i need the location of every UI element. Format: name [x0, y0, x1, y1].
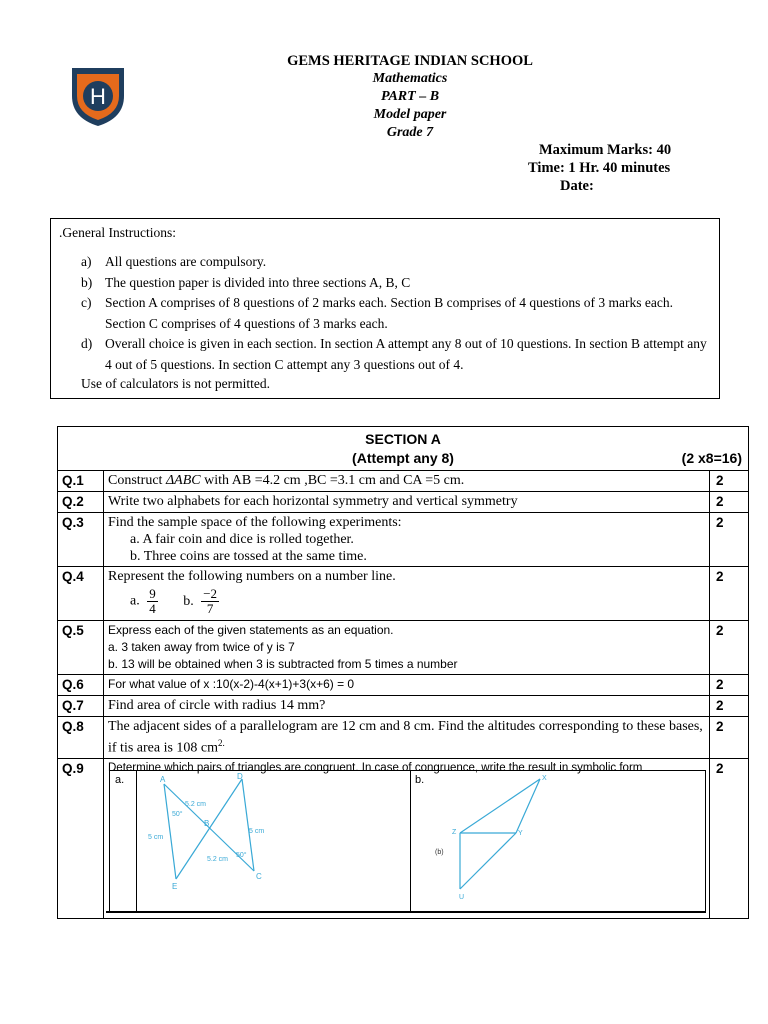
- instructions-footer: Use of calculators is not permitted.: [81, 376, 270, 391]
- svg-text:(b): (b): [435, 849, 444, 856]
- instruction-item: b) The question paper is divided into three sections A, B, C: [81, 274, 411, 290]
- figure-b: [430, 771, 580, 911]
- instructions-title: .General Instructions:: [59, 225, 176, 240]
- question-row: Q.3 Find the sample space of the following experiments: a. A fair coin and dice is rolled together. b. Three coins are tossed at the same time. 2: [58, 513, 749, 567]
- svg-text:Z: Z: [452, 829, 457, 836]
- svg-text:X: X: [542, 775, 547, 782]
- part-b-label: b.: [410, 771, 702, 911]
- section-allocation: (2 x8=16): [681, 450, 742, 466]
- instruction-item: c) Section A comprises of 8 questions of 2 marks each. Section B comprises of 4 questions of 3 marks each. Section C comprises of 4 questions of 3 marks each.: [81, 295, 674, 331]
- part: PART – B: [380, 89, 440, 104]
- school-logo: [68, 62, 128, 128]
- table-bottom-rule: [106, 911, 706, 913]
- svg-text:50°: 50°: [172, 811, 183, 818]
- figure-a: [136, 771, 411, 911]
- svg-text:5 cm: 5 cm: [148, 834, 164, 841]
- question-row: Q.9 Determine which pairs of triangles are congruent. In case of congruence, write the result in symbolic form 2: [58, 758, 749, 918]
- q9-figure-table: [109, 770, 706, 912]
- subject: Mathematics: [372, 71, 448, 86]
- svg-text:5.2 cm: 5.2 cm: [185, 801, 207, 808]
- svg-text:U: U: [459, 894, 465, 901]
- fraction-a: $\frac{9}{4}$: [149, 586, 156, 616]
- date: Date:: [560, 178, 594, 194]
- question-row: Q.2 Write two alphabets for each horizontal symmetry and vertical symmetry 2: [58, 492, 749, 513]
- svg-text:E: E: [172, 882, 178, 891]
- svg-text:5.2 cm: 5.2 cm: [207, 856, 229, 863]
- question-row: Q.5 Express each of the given statements as an equation. a. 3 taken away from twice of y is 7 b. 13 will be obtained when 3 is subtracted from 5 times a number 2: [58, 621, 749, 675]
- fraction-b: $\frac{-2}{7}$: [203, 586, 218, 616]
- svg-text:B: B: [204, 819, 210, 828]
- instruction-item: a) All questions are compulsory.: [81, 254, 267, 269]
- svg-text:A: A: [160, 775, 166, 784]
- question-row: Q.7 Find area of circle with radius 14 mm? 2: [58, 696, 749, 717]
- part-a-label: a.: [115, 774, 125, 786]
- section-subtitle: (Attempt any 8): [352, 450, 454, 466]
- svg-text:50°: 50°: [236, 852, 247, 859]
- section-header: [58, 427, 749, 471]
- svg-text:5 cm: 5 cm: [249, 828, 265, 835]
- question-row: Q.4 Represent the following numbers on a number line. a. $\frac{9}{4}$ b. $\frac{-2}{7}$ 2: [58, 567, 749, 621]
- svg-text:C: C: [256, 872, 262, 881]
- logo-letter: H: [90, 84, 106, 109]
- max-marks: Maximum Marks: 40: [539, 142, 672, 158]
- instruction-item: d) Overall choice is given in each section. In section A attempt any 8 out of 10 questions. In section B attempt any 4 out of 5 questions. In section C attempt any 3 questions out of 4.: [81, 336, 707, 372]
- school-name: GEMS HERITAGE INDIAN SCHOOL: [287, 53, 533, 69]
- svg-text:Y: Y: [518, 830, 523, 837]
- question-row: Q.6 For what value of x :10(x-2)-4(x+1)+3(x+6) = 0 2: [58, 675, 749, 696]
- paper-type: Model paper: [373, 107, 447, 122]
- general-instructions: [50, 218, 720, 399]
- grade: Grade 7: [386, 125, 434, 140]
- question-row: Q.8 The adjacent sides of a parallelogram are 12 cm and 8 cm. Find the altitudes corresponding to these bases, if tis area is 108 $cm^{2.}$ 2: [58, 717, 749, 759]
- section-title: SECTION A: [365, 431, 441, 447]
- svg-text:D: D: [237, 772, 243, 781]
- header-block: [260, 52, 560, 142]
- question-row: Q.1 Construct ΔABC with AB =4.2 cm ,BC =3.1 cm and CA =5 cm. 2: [58, 471, 749, 492]
- time: Time: 1 Hr. 40 minutes: [528, 160, 671, 176]
